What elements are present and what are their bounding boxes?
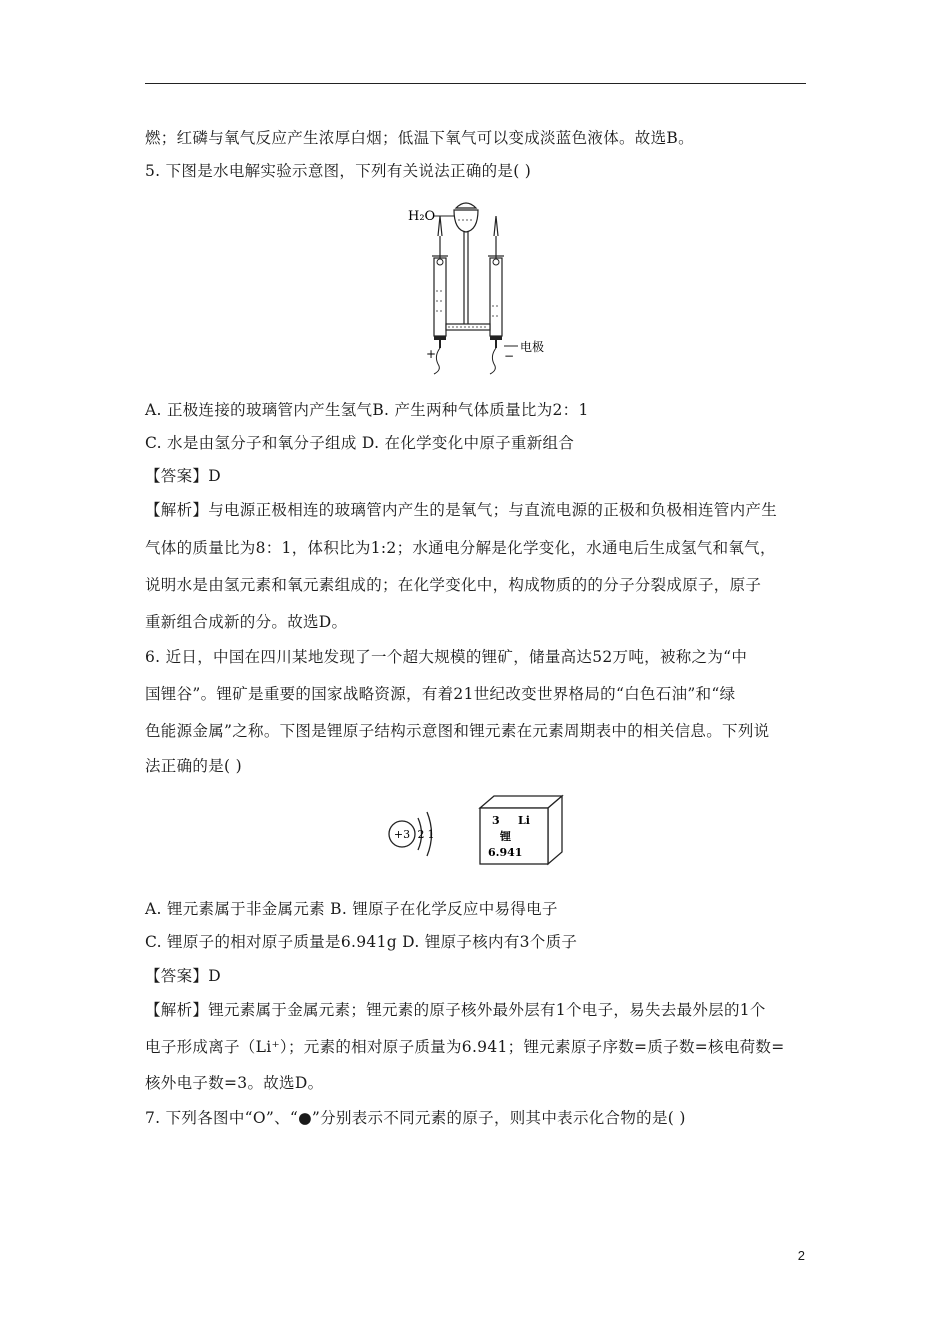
shell-2-electrons: 1 [427,828,435,841]
nucleus-charge: +3 [393,828,411,841]
answer-5: 【答案】D [145,467,221,485]
water-label: H₂O [408,209,436,224]
option-6-ab: A. 锂元素属于非金属元素 B. 锂原子在化学反应中易得电子 [145,900,558,918]
header-rule [145,83,806,84]
text-line: 色能源金属”之称。下图是锂原子结构示意图和锂元素在元素周期表中的相关信息。下列说 [145,722,770,740]
question-5: 5. 下图是水电解实验示意图，下列有关说法正确的是( ) [145,162,532,180]
atomic-number: 3 [492,814,500,827]
text-line: 燃；红磷与氧气反应产生浓厚白烟；低温下氧气可以变成淡蓝色液体。故选B。 [145,129,694,147]
option-5-cd: C. 水是由氢分子和氧分子组成 D. 在化学变化中原子重新组合 [145,434,575,452]
lithium-atom-diagram [385,806,445,864]
electrolysis-diagram [400,196,560,376]
text-line: 电子形成离子（Li⁺）；元素的相对原子质量为6.941；锂元素原子序数=质子数=核电荷数= [145,1038,785,1056]
page-number: 2 [797,1248,805,1263]
question-7: 7. 下列各图中“O”、“●”分别表示不同元素的原子，则其中表示化合物的是( ) [145,1109,686,1127]
text-line: 国锂谷”。锂矿是重要的国家战略资源，有着21世纪改变世界格局的“白色石油”和“绿 [145,685,736,703]
minus-label: − [504,349,515,363]
plus-label: + [426,347,437,361]
option-6-cd: C. 锂原子的相对原子质量是6.941g D. 锂原子核内有3个质子 [145,933,578,951]
question-6: 6. 近日，中国在四川某地发现了一个超大规模的锂矿，储量高达52万吨，被称之为“中 [145,648,748,666]
analysis-5: 【解析】与电源正极相连的玻璃管内产生的是氧气；与直流电源的正极和负极相连管内产生 [145,501,778,519]
text-line: 核外电子数=3。故选D。 [145,1074,324,1092]
text-line: 气体的质量比为8：1，体积比为1:2；水通电分解是化学变化，水通电后生成氢气和氧气， [145,539,776,557]
electrode-label: 电极 [520,340,545,354]
shell-1-electrons: 2 [417,828,425,841]
text-line: 说明水是由氢元素和氧元素组成的；在化学变化中，构成物质的的分子分裂成原子，原子 [145,576,762,594]
analysis-6: 【解析】锂元素属于金属元素；锂元素的原子核外最外层有1个电子，易失去最外层的1个 [145,1001,766,1019]
answer-6: 【答案】D [145,967,221,985]
atomic-mass: 6.941 [488,846,523,859]
element-symbol: Li [518,814,530,827]
text-line: 重新组合成新的分。故选D。 [145,613,348,631]
option-5-ab: A. 正极连接的玻璃管内产生氢气B. 产生两种气体质量比为2：1 [145,401,589,419]
element-name: 锂 [500,830,511,843]
lithium-element-cube [474,794,566,866]
text-line: 法正确的是( ) [145,757,242,775]
